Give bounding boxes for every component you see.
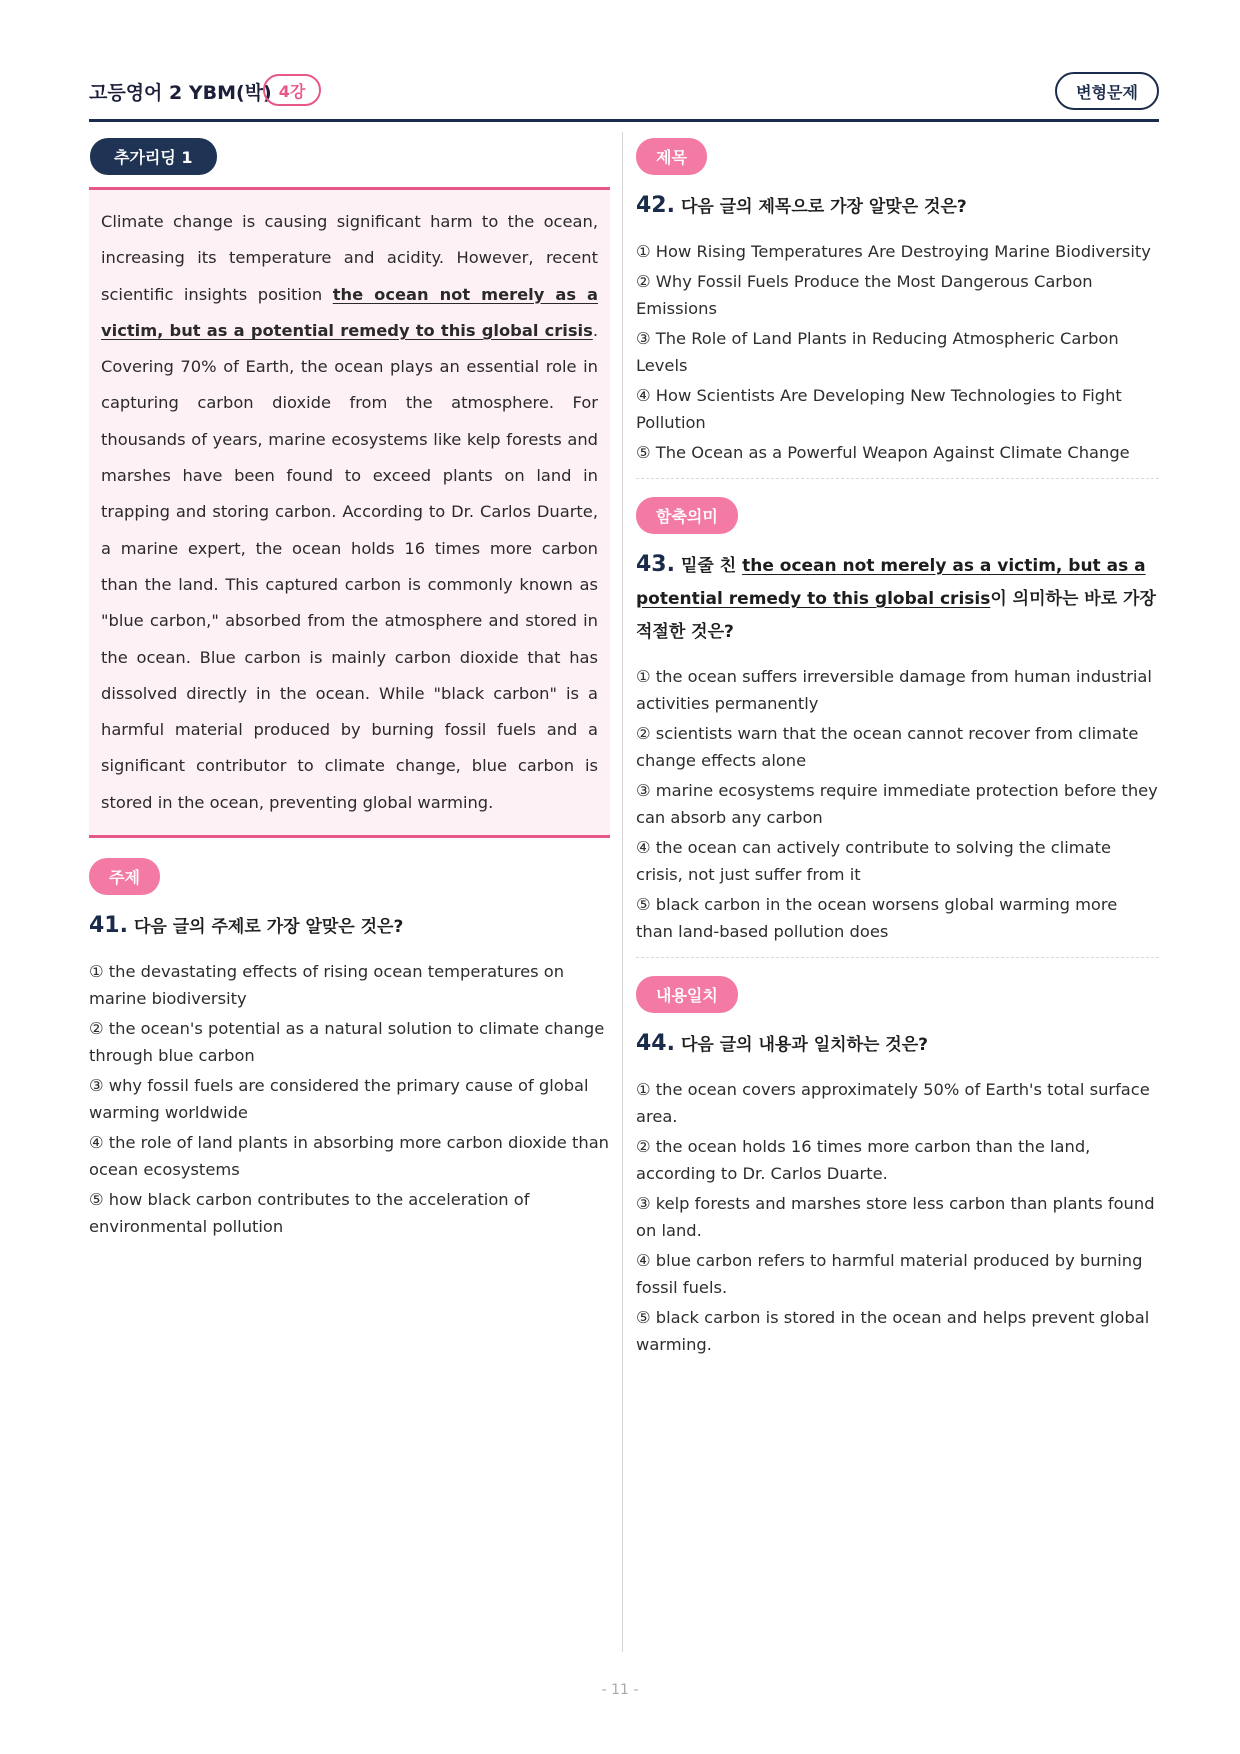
q42-option-4[interactable]: ④ How Scientists Are Developing New Technologies to Fight Pollution (636, 386, 1122, 432)
q42-tag: 제목 (636, 138, 707, 175)
q44-number: 44. (636, 1031, 675, 1056)
course-title: 고등영어 2 YBM(박) (89, 82, 272, 104)
lesson-badge: 4강 (263, 74, 321, 106)
q44-option-3[interactable]: ③ kelp forests and marshes store less carbon than plants found on land. (636, 1194, 1155, 1240)
q43-underlined-phrase: the ocean not merely as a victim, but as a potential remedy to this global crisis (636, 556, 1146, 609)
q43-tag: 함축의미 (636, 497, 738, 534)
q44-prompt: 다음 글의 내용과 일치하는 것은? (680, 1035, 929, 1055)
section-divider (636, 478, 1159, 479)
q42-option-5[interactable]: ⑤ The Ocean as a Powerful Weapon Against Climate Change (636, 443, 1130, 462)
q41-prompt: 다음 글의 주제로 가장 알맞은 것은? (133, 917, 404, 938)
q43-option-2[interactable]: ② scientists warn that the ocean cannot recover from climate change effects alone (636, 724, 1139, 770)
q41-option-1[interactable]: ① the devastating effects of rising ocean temperatures on marine biodiversity (89, 962, 565, 1009)
q42-title (636, 189, 1159, 224)
right-column (636, 138, 1159, 1361)
q42-options (636, 238, 1159, 466)
page-header (89, 72, 1159, 120)
q44-options (636, 1076, 1159, 1358)
question-type-badge: 변형문제 (1055, 72, 1159, 110)
passage-text-before: Climate change is causing significant harm to the ocean, increasing its temperature and acidity. However, recent scientific insights position (101, 212, 598, 304)
q43-option-1[interactable]: ① the ocean suffers irreversible damage from human industrial activities permanently (636, 667, 1152, 713)
q42-option-1[interactable]: ① How Rising Temperatures Are Destroying Marine Biodiversity (636, 242, 1151, 261)
q41-option-3[interactable]: ③ why fossil fuels are considered the primary cause of global warming worldwide (89, 1076, 589, 1123)
q43-options (636, 663, 1159, 945)
q42-option-3[interactable]: ③ The Role of Land Plants in Reducing Atmospheric Carbon Levels (636, 329, 1119, 375)
q44-option-2[interactable]: ② the ocean holds 16 times more carbon than the land, according to Dr. Carlos Duarte. (636, 1137, 1091, 1183)
q41-number: 41. (89, 913, 128, 939)
q41-option-4[interactable]: ④ the role of land plants in absorbing more carbon dioxide than ocean ecosystems (89, 1133, 609, 1180)
reading-passage (89, 187, 610, 838)
q43-option-4[interactable]: ④ the ocean can actively contribute to solving the climate crisis, not just suffer from it (636, 838, 1111, 884)
page-number: - 11 - (601, 1682, 639, 1698)
q41-options (89, 958, 610, 1240)
q43-prompt-after: 이 의미하는 바로 가장 적절한 것은? (636, 589, 1156, 642)
q44-option-5[interactable]: ⑤ black carbon is stored in the ocean and helps prevent global warming. (636, 1308, 1150, 1354)
q43-option-5[interactable]: ⑤ black carbon in the ocean worsens global warming more than land-based pollution does (636, 895, 1118, 941)
header-divider (89, 119, 1159, 122)
q41-title (89, 909, 610, 944)
passage-underlined-phrase: the ocean not merely as a victim, but as a potential remedy to this global crisis (101, 284, 598, 340)
q43-title (636, 548, 1159, 649)
reading-tag: 추가리딩 1 (90, 138, 217, 175)
q43-option-3[interactable]: ③ marine ecosystems require immediate protection before they can absorb any carbon (636, 781, 1158, 827)
passage-text-after: . Covering 70% of Earth, the ocean plays an essential role in capturing carbon dioxide from the atmosphere. For thousands of years, marine ecosystems like kelp forests and marshes have been found to exceed plants on land in trapping and storing carbon. According to Dr. Carlos Duarte, a marine expert, the ocean holds 16 times more carbon than the land. This captured carbon is commonly known as "blue carbon," absorbed from the atmosphere and stored in the ocean. Blue carbon is mainly carbon dioxide that has dissolved directly in the ocean. While "black carbon" is a harmful material produced by burning fossil fuels and a significant contributor to climate change, blue carbon is stored in the ocean, preventing global warming. (101, 320, 598, 812)
section-divider (636, 957, 1159, 958)
column-divider (622, 132, 623, 1652)
q42-number: 42. (636, 193, 675, 218)
q44-title (636, 1027, 1159, 1062)
q42-prompt: 다음 글의 제목으로 가장 알맞은 것은? (680, 197, 967, 217)
q42-option-2[interactable]: ② Why Fossil Fuels Produce the Most Dangerous Carbon Emissions (636, 272, 1093, 318)
q41-option-2[interactable]: ② the ocean's potential as a natural solution to climate change through blue carbon (89, 1019, 605, 1066)
left-column (89, 138, 610, 1243)
q41-tag: 주제 (89, 858, 160, 895)
q43-number: 43. (636, 552, 675, 577)
q41-option-5[interactable]: ⑤ how black carbon contributes to the acceleration of environmental pollution (89, 1190, 530, 1237)
q44-option-4[interactable]: ④ blue carbon refers to harmful material produced by burning fossil fuels. (636, 1251, 1143, 1297)
q43-prompt-before: 밑줄 친 (680, 556, 743, 576)
q44-option-1[interactable]: ① the ocean covers approximately 50% of Earth's total surface area. (636, 1080, 1150, 1126)
q44-tag: 내용일치 (636, 976, 738, 1013)
